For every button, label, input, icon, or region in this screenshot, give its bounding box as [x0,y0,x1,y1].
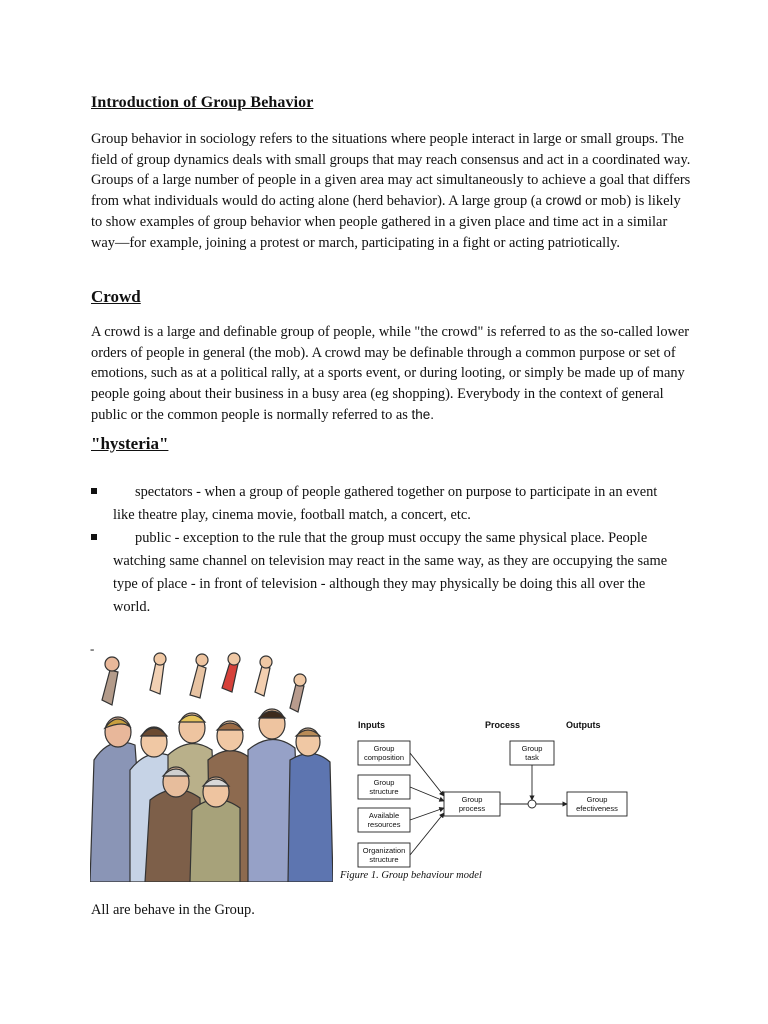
closing-line: All are behave in the Group. [91,902,255,918]
hysteria-heading: "hysteria" [91,434,169,453]
label-group-process-1: Group [461,795,483,804]
label-group-process-2: process [458,804,486,813]
crowd-illustration [90,650,333,882]
junction-circle [528,800,536,808]
crowd-the-word: the. [411,406,435,422]
intro-paragraph [91,129,691,253]
square-bullet-icon [91,534,97,540]
label-group-composition-2: composition [363,753,405,762]
bullet-text: public - exception to the rule that the group must occupy the same physical place. People watching same channel on television may react in the same way, as they are occupying the same type of place - in front of television - although they may physically be doing this all over the world. [113,530,668,615]
intro-crowd-word: crowd [545,193,582,209]
page-title: Introduction of Group Behavior [91,94,314,111]
bullet-item-public [91,527,671,619]
group-behaviour-model-diagram [350,712,640,888]
crowd-text: A crowd is a large and definable group of people, while "the crowd" is referred to as the so-called lower orders of people in general (the mob). A crowd may be definable through a common purpose or set of emotions, such as at a political rally, at a sports event, or during looting, or simply be made up of many people going about their business in a busy area (eg shopping). Everybody in the context of general public or the common people is normally referred to as [91,324,690,423]
label-group-task-1: Group [521,744,543,753]
label-organization-structure-2: structure [369,855,399,864]
outputs-column-label: Outputs [566,720,601,730]
crowd-heading: Crowd [91,287,141,306]
intro-text-part2: or mob) is likely to show examples of group behavior when people gathered in a given place and time act in a similar way—for example, joining a protest or march, participating in a fight or acting patriotically. [91,193,681,251]
label-group-effectiveness-2: efectiveness [576,804,618,813]
process-column-label: Process [485,720,521,730]
dash-mark: - [90,641,95,656]
bullet-text: spectators - when a group of people gathered together on purpose to participate in an event like theatre play, cinema movie, football match, a concert, etc. [113,484,658,523]
label-group-structure-1: Group [373,778,395,787]
label-group-effectiveness-1: Group [586,795,608,804]
inputs-column-label: Inputs [358,720,385,730]
bullet-item-spectators [91,481,671,527]
label-organization-structure-1: Organization [362,846,406,855]
square-bullet-icon [91,488,97,494]
label-available-resources-1: Available [368,811,400,820]
label-group-composition-1: Group [373,744,395,753]
crowd-paragraph [91,322,691,426]
label-group-structure-2: structure [369,787,399,796]
label-group-task-2: task [525,753,539,762]
label-available-resources-2: resources [367,820,401,829]
figure-caption: Figure 1. Group behaviour model [340,870,482,881]
intro-text-part1: Group behavior in sociology refers to the situations where people interact in large or small groups. The field of group dynamics deals with small groups that may reach consensus and act in a coordinated way. Groups of a large number of people in a given area may act simultaneously to achieve a goal that differs from what individuals would do acting alone (herd behavior). A large group (a [91,131,691,210]
